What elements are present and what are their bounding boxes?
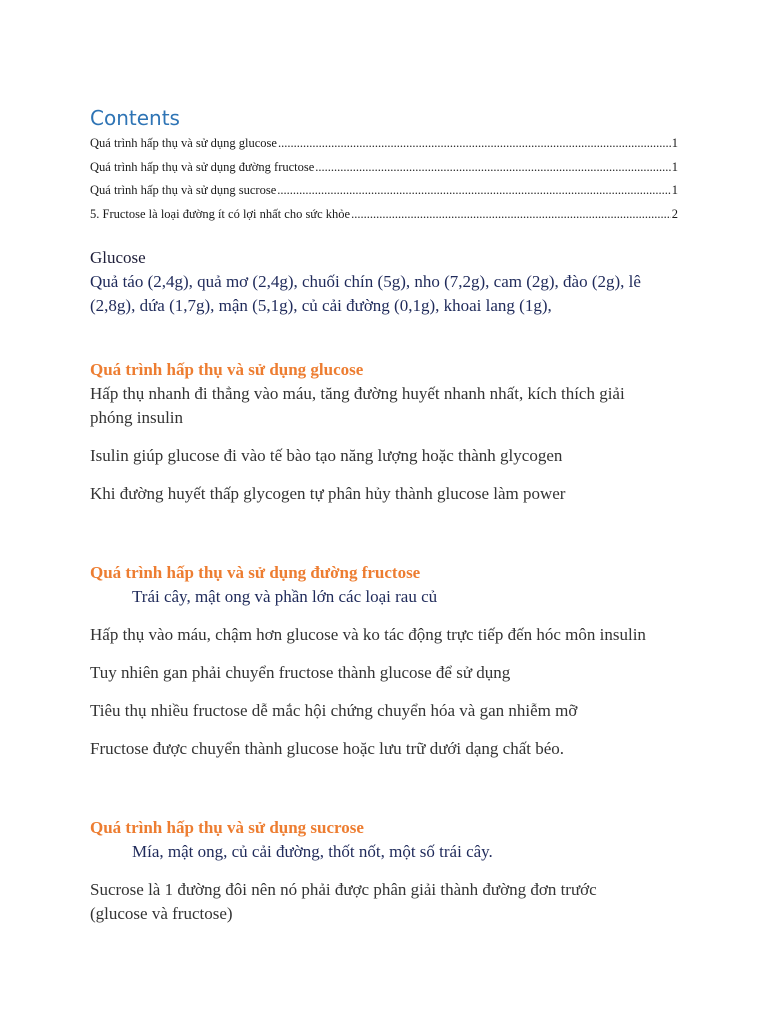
fructose-paragraph-2: Tuy nhiên gan phải chuyển fructose thành glucose để sử dụng <box>90 663 511 682</box>
fructose-paragraph-1: Hấp thụ vào máu, chậm hơn glucose và ko tác động trực tiếp đến hóc môn insulin <box>90 625 646 644</box>
fructose-paragraph-4: Fructose được chuyển thành glucose hoặc lưu trữ dưới dạng chất béo. <box>90 739 565 758</box>
toc-leader-dots <box>278 136 671 151</box>
toc-entry-page: 2 <box>671 207 678 221</box>
glucose-sources-line-2: (2,8g), dứa (1,7g), mận (5,1g), củ cải đường (0,1g), khoai lang (1g), <box>90 296 552 315</box>
toc-entry[interactable] <box>90 136 678 151</box>
fructose-sources: Trái cây, mật ong và phần lớn các loại rau củ <box>132 587 438 606</box>
glucose-paragraph-2: Isulin giúp glucose đi vào tế bào tạo năng lượng hoặc thành glycogen <box>90 446 563 465</box>
fructose-paragraph-3: Tiêu thụ nhiều fructose dễ mắc hội chứng chuyển hóa và gan nhiễm mỡ <box>90 701 578 720</box>
sucrose-sources: Mía, mật ong, củ cải đường, thốt nốt, một số trái cây. <box>132 842 493 861</box>
toc-entry-page: 1 <box>671 160 678 174</box>
sucrose-paragraph-1-line-2: (glucose và fructose) <box>90 904 233 923</box>
toc-entry[interactable] <box>90 207 678 222</box>
toc-leader-dots <box>351 207 671 222</box>
glucose-heading: Glucose <box>90 248 146 267</box>
toc-entry-text[interactable]: Quá trình hấp thụ và sử dụng glucose <box>90 136 277 150</box>
toc-entry-page: 1 <box>671 136 678 150</box>
section-heading-glucose: Quá trình hấp thụ và sử dụng glucose <box>90 360 364 379</box>
toc-title: Contents <box>90 106 180 130</box>
toc-entry-text[interactable]: Quá trình hấp thụ và sử dụng đường fructose <box>90 160 315 174</box>
glucose-paragraph-3: Khi đường huyết thấp glycogen tự phân hủy thành glucose làm power <box>90 484 566 503</box>
toc-entry-text[interactable]: 5. Fructose là loại đường ít có lợi nhất cho sức khỏe <box>90 207 351 221</box>
sucrose-paragraph-1-line-1: Sucrose là 1 đường đôi nên nó phải được phân giải thành đường đơn trước <box>90 880 597 899</box>
toc-entry[interactable] <box>90 160 678 175</box>
glucose-sources-line-1: Quả táo (2,4g), quả mơ (2,4g), chuối chín (5g), nho (7,2g), cam (2g), đào (2g), lê <box>90 272 641 291</box>
toc-entry-text[interactable]: Quá trình hấp thụ và sử dụng sucrose <box>90 183 277 197</box>
glucose-paragraph-1-line-1: Hấp thụ nhanh đi thẳng vào máu, tăng đường huyết nhanh nhất, kích thích giải <box>90 384 625 403</box>
section-heading-fructose: Quá trình hấp thụ và sử dụng đường fructose <box>90 563 421 582</box>
toc-entry-page: 1 <box>671 183 678 197</box>
glucose-paragraph-1-line-2: phóng insulin <box>90 408 184 427</box>
toc-leader-dots <box>277 183 670 198</box>
toc-entry[interactable] <box>90 183 678 198</box>
section-heading-sucrose: Quá trình hấp thụ và sử dụng sucrose <box>90 818 364 837</box>
toc-leader-dots <box>315 160 670 175</box>
